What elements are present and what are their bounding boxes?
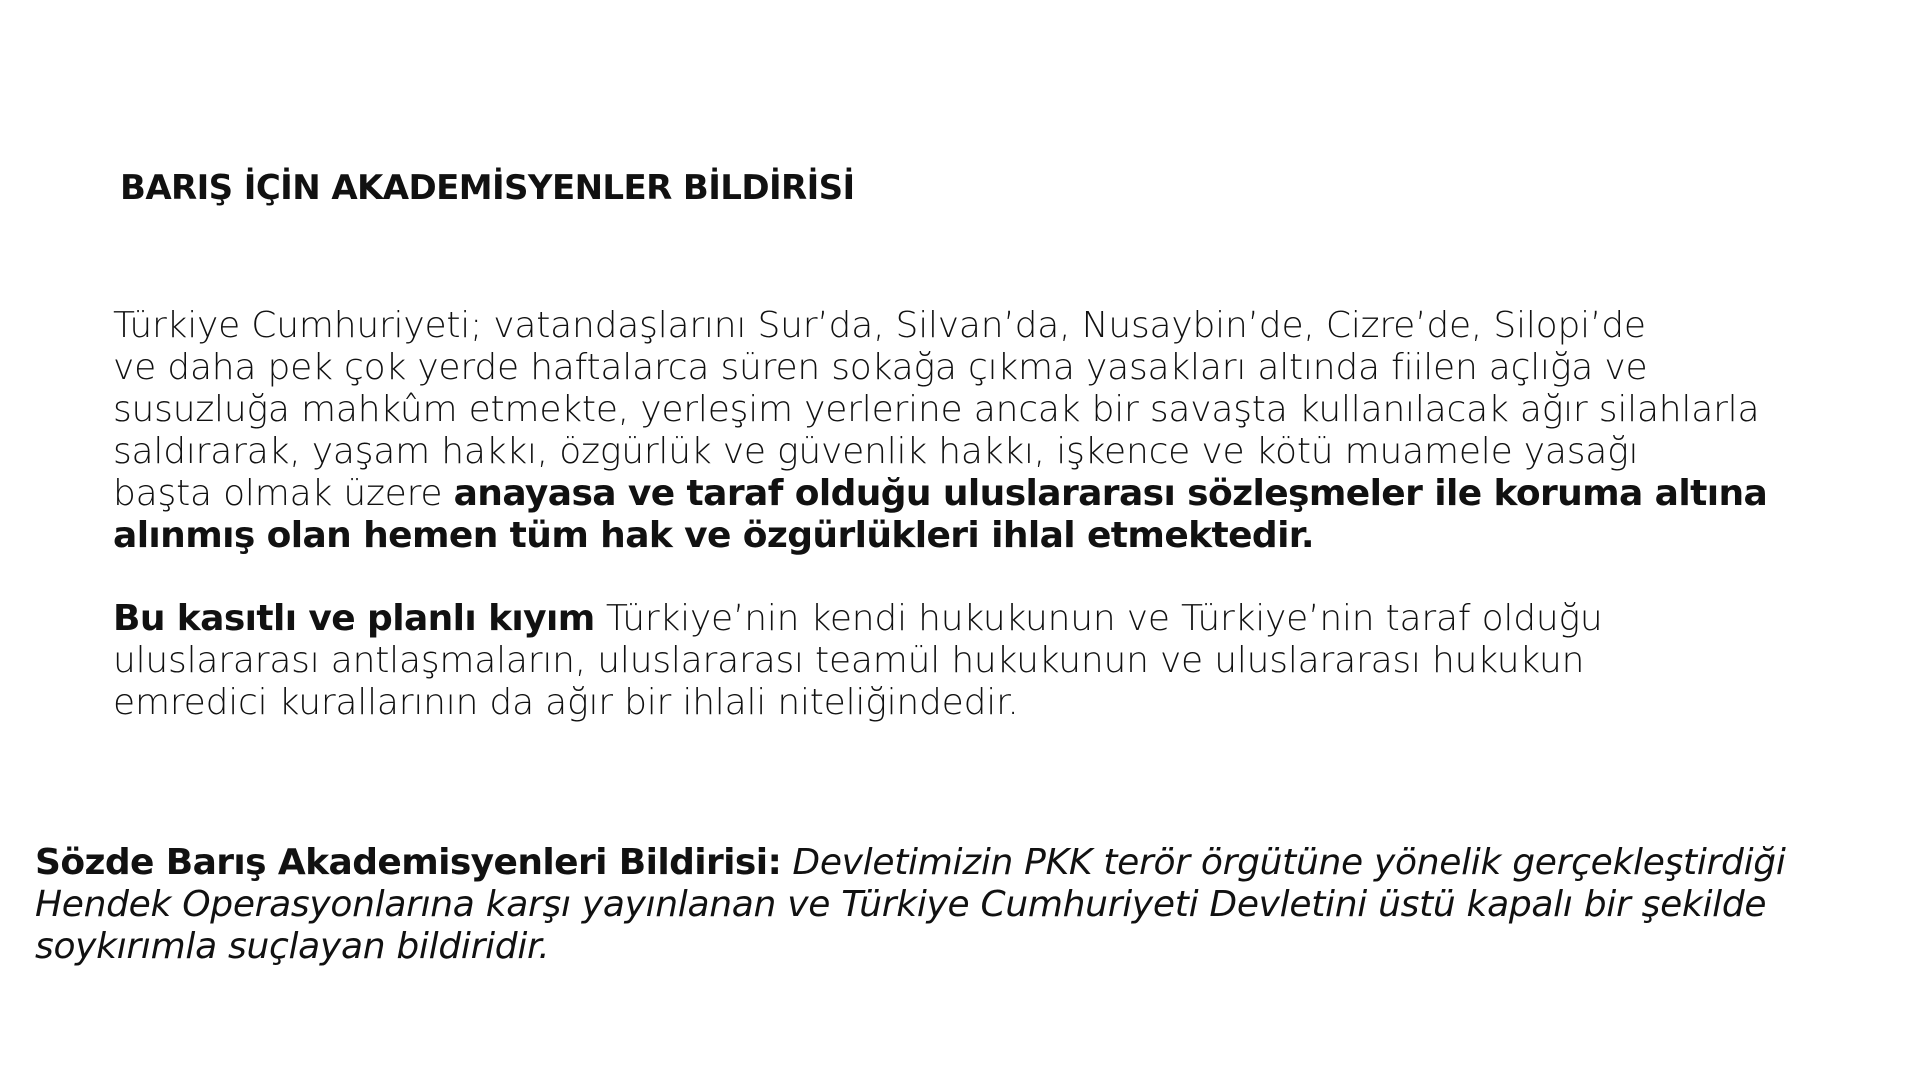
footer-line-2-italic: Hendek Operasyonlarına karşı yayınlanan ve Türkiye Cumhuriyeti Devletini üstü kapalı bir şekilde bbox=[35, 884, 1767, 925]
declaration-paragraph-1 bbox=[113, 305, 1833, 557]
footer-label: Sözde Barış Akademisyenleri Bildirisi: bbox=[35, 842, 782, 883]
paragraph-2-line-1-bold: Bu kasıtlı ve planlı kıyım bbox=[113, 598, 595, 639]
paragraph-1-line-5-plain: başta olmak üzere bbox=[113, 473, 454, 514]
paragraph-2-line-1 bbox=[113, 598, 1833, 640]
paragraph-2-line-1-plain: Türkiye’nin kendi hukukunun ve Türkiye’nin taraf olduğu bbox=[594, 598, 1603, 639]
document-title: BARIŞ İÇİN AKADEMİSYENLER BİLDİRİSİ bbox=[120, 168, 855, 208]
paragraph-1-line-5 bbox=[113, 473, 1833, 515]
footer-line-1-italic: Devletimizin PKK terör örgütüne yönelik gerçekleştirdiği bbox=[781, 842, 1786, 883]
footer-line-1 bbox=[35, 842, 1905, 884]
paragraph-2-line-3: emredici kurallarının da ağır bir ihlali niteliğindedir. bbox=[113, 682, 1019, 723]
paragraph-1-line-1: Türkiye Cumhuriyeti; vatandaşlarını Sur’da, Silvan’da, Nusaybin’de, Cizre’de, Silopi’de bbox=[113, 305, 1646, 346]
paragraph-1-line-3: susuzluğa mahkûm etmekte, yerleşim yerlerine ancak bir savaşta kullanılacak ağır silahlarla bbox=[113, 389, 1760, 430]
paragraph-1-line-4: saldırarak, yaşam hakkı, özgürlük ve güvenlik hakkı, işkence ve kötü muamele yasağı bbox=[113, 431, 1639, 472]
footer-note bbox=[35, 842, 1905, 968]
paragraph-1-line-5-bold: anayasa ve taraf olduğu uluslararası sözleşmeler ile koruma altına bbox=[453, 473, 1768, 514]
declaration-paragraph-2 bbox=[113, 598, 1833, 724]
footer-line-3-italic: soykırımla suçlayan bildiridir. bbox=[35, 926, 550, 967]
paragraph-1-line-6-bold: alınmış olan hemen tüm hak ve özgürlükleri ihlal etmektedir. bbox=[113, 515, 1314, 556]
paragraph-2-line-2: uluslararası antlaşmaların, uluslararası teamül hukukunun ve uluslararası hukukun bbox=[113, 640, 1585, 681]
paragraph-1-line-2: ve daha pek çok yerde haftalarca süren sokağa çıkma yasakları altında fiilen açlığa ve bbox=[113, 347, 1648, 388]
